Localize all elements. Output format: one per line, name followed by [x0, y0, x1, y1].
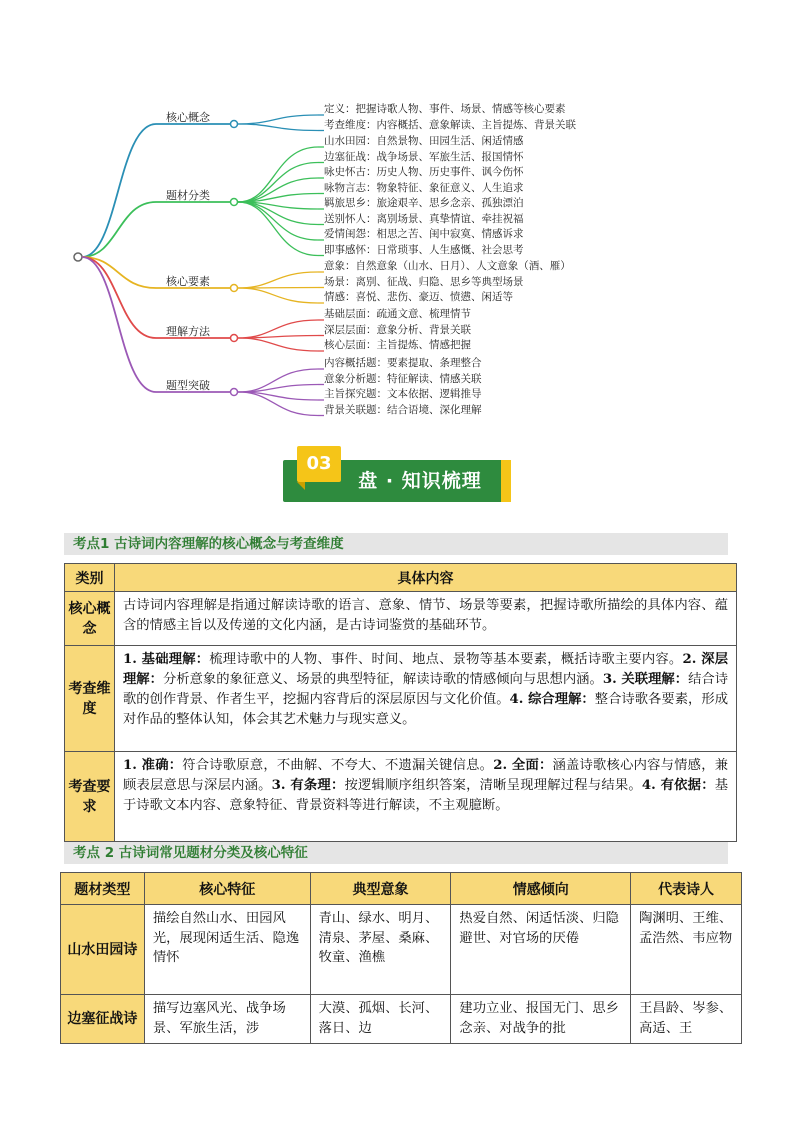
category-cell: [65, 592, 115, 646]
category-cell: [65, 752, 115, 842]
leaf-label: 咏史怀古：历史人物、历史事件、讽今伤怀: [324, 166, 524, 178]
header-type: 题材类型: [61, 873, 145, 905]
imagery-cell: 大漠、孤烟、长河、落日、边: [310, 995, 451, 1044]
content-cell: [114, 646, 736, 752]
imagery-cell: 青山、绿水、明月、清泉、茅屋、桑麻、牧童、渔樵: [310, 905, 451, 995]
branch-label-elements: 核心要素: [166, 275, 210, 288]
genre-table-header: [61, 873, 742, 905]
header-emotion: 情感倾向: [451, 873, 631, 905]
leaf-label: 边塞征战：战争场景、军旅生活、报国情怀: [324, 150, 524, 163]
header-content: 具体内容: [114, 564, 736, 592]
concept-table: [64, 563, 737, 842]
content-cell: [114, 752, 736, 842]
item-text: 涵盖诗歌核心内容与情感，兼顾表层意思与深层内涵。: [122, 758, 729, 793]
item-label: 2. 全面：: [493, 758, 553, 773]
category-label: 核心概念: [68, 600, 111, 637]
leaf-label: 羁旅思乡：旅途艰辛、思乡念亲、孤独漂泊: [324, 197, 524, 209]
concept-table-header: [65, 564, 737, 592]
mind-map: [0, 90, 800, 425]
genre-type: 山水田园诗: [67, 941, 138, 958]
table-row: [65, 646, 737, 752]
poets-cell: 王昌龄、岑参、高适、王: [631, 995, 742, 1044]
leaf-label: 核心层面：主旨提炼、情感把握: [324, 339, 471, 351]
banner-accent: [501, 460, 511, 502]
leaf-label: 咏物言志：物象特征、象征意义、人生追求: [324, 181, 524, 194]
item-text: 基于诗歌文本内容、意象特征、背景资料等进行解读，不主观臆断。: [122, 778, 729, 813]
leaf-label: 即事感怀：日常琐事、人生感慨、社会思考: [324, 243, 524, 256]
table-row: [61, 905, 742, 995]
branch-label-topics: 题材分类: [166, 189, 210, 202]
leaf-label: 背景关联题：结合语境、深化理解: [324, 403, 482, 416]
item-label: 3. 有条理：: [271, 778, 345, 793]
genre-table: [60, 872, 742, 1044]
section1-title: 考点1 古诗词内容理解的核心概念与考查维度: [64, 533, 728, 555]
content-cell: [114, 592, 736, 646]
table-row: [65, 752, 737, 842]
leaf-label: 内容概括题：要素提取、条理整合: [324, 357, 482, 369]
section2-title: 考点 2 古诗词常见题材分类及核心特征: [64, 842, 728, 864]
branch-label-methods: 理解方法: [166, 325, 210, 338]
leaf-label: 送别怀人：离别场景、真挚情谊、牵挂祝福: [324, 212, 524, 225]
banner-number-fold: [297, 482, 305, 490]
genre-type-cell: [61, 905, 145, 995]
leaf-label: 意象分析题：特征解读、情感关联: [324, 372, 482, 385]
table-row: [61, 995, 742, 1044]
leaf-label: 深层层面：意象分析、背景关联: [324, 323, 471, 336]
category-cell: [65, 646, 115, 752]
emotion-cell: 热爱自然、闲适恬淡、归隐避世、对官场的厌倦: [451, 905, 631, 995]
item-label: 3. 关联理解：: [602, 672, 689, 687]
item-label: 4. 综合理解：: [509, 692, 595, 707]
leaf-label: 爱情闺怨：相思之苦、闺中寂寞、情感诉求: [324, 228, 524, 240]
item-text: 分析意象的象征意义、场景的典型特征，解读诗歌的情感倾向与思想内涵。: [162, 672, 603, 687]
leaf-label: 主旨探究题：文本依据、逻辑推导: [324, 388, 482, 400]
feature-cell: 描绘自然山水、田园风光，展现闲适生活、隐逸情怀: [144, 905, 310, 995]
genre-type: 边塞征战诗: [67, 1011, 138, 1027]
section-banner: [283, 440, 511, 502]
item-text: 结合诗歌的创作背景、作者生平，挖掘内容背后的深层原因与文化价值。: [122, 672, 729, 707]
leaf-label: 基础层面：疏通文意、梳理情节: [324, 308, 471, 320]
category-label: 考查维度: [68, 680, 111, 717]
leaf-label: 考查维度：内容概括、意象解读、主旨提炼、背景关联: [324, 118, 576, 131]
item-label: 4. 有依据：: [641, 778, 715, 793]
item-text: 梳理诗歌中的人物、事件、时间、地点、景物等基本要素，概括诗歌主要内容。: [209, 652, 683, 667]
leaf-label: 山水田园：自然景物、田园生活、闲适情感: [324, 135, 524, 147]
item-label: 2. 深层理解：: [122, 652, 729, 687]
genre-type-cell: [61, 995, 145, 1044]
leaf-label: 场景：离别、征战、归隐、思乡等典型场景: [324, 275, 524, 288]
poets-cell: 陶渊明、王维、孟浩然、韦应物: [631, 905, 742, 995]
header-poets: 代表诗人: [631, 873, 742, 905]
branch-label-concept: 核心概念: [166, 111, 210, 124]
header-imagery: 典型意象: [310, 873, 451, 905]
emotion-cell: 建功立业、报国无门、思乡念亲、对战争的批: [451, 995, 631, 1044]
header-category: 类别: [65, 564, 115, 592]
item-label: 1. 基础理解：: [122, 652, 210, 667]
feature-cell: 描写边塞风光、战争场景、军旅生活，涉: [144, 995, 310, 1044]
leaf-label: 定义：把握诗歌人物、事件、场景、情感等核心要素: [324, 103, 566, 115]
leaf-label: 意象：自然意象（山水、日月）、人文意象（酒、雁）: [324, 260, 571, 272]
content-text: 古诗词内容理解是指通过解读诗歌的语言、意象、情节、场景等要素，把握诗歌所描绘的具体内容、蕴含的情感主旨以及传递的文化内涵，是古诗词鉴赏的基础环节。: [122, 598, 728, 633]
item-label: 1. 准确：: [122, 758, 183, 773]
banner-title: 盘 · 知识梳理: [358, 470, 482, 492]
item-text: 按逻辑顺序组织答案，清晰呈现理解过程与结果。: [344, 778, 642, 793]
banner-number: 03: [297, 446, 341, 482]
item-text: 符合诗歌原意，不曲解、不夸大、不遗漏关键信息。: [182, 758, 494, 773]
leaf-label: 情感：喜悦、悲伤、豪迈、愤懑、闲适等: [324, 291, 513, 303]
header-feature: 核心特征: [144, 873, 310, 905]
table-row: [65, 592, 737, 646]
item-text: 整合诗歌各要素，形成对作品的整体认知，体会其艺术魅力与现实意义。: [122, 692, 729, 727]
branch-label-types: 题型突破: [166, 379, 210, 392]
category-label: 考查要求: [68, 778, 111, 815]
